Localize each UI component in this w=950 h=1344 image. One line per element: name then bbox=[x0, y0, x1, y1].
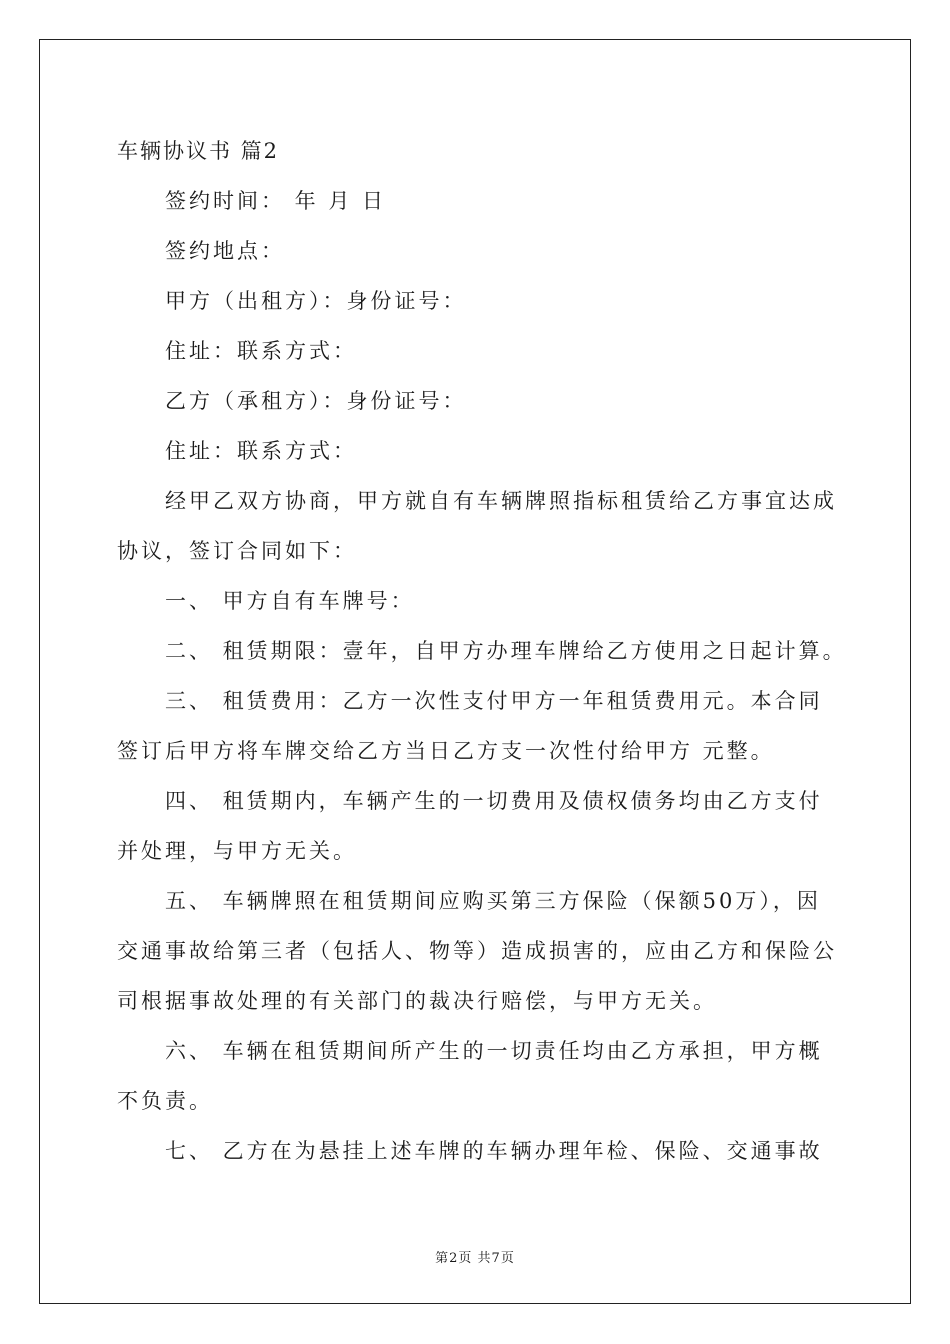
clause-5-continuation: 交通事故给第三者（包括人、物等）造成损害的，应由乙方和保险公 bbox=[117, 939, 837, 963]
party-b-address-line: 住址：联系方式： bbox=[165, 439, 357, 463]
clause-5-line: 五、 车辆牌照在租赁期间应购买第三方保险（保额50万），因 bbox=[165, 889, 821, 913]
clause-6-line: 六、 车辆在租赁期间所产生的一切责任均由乙方承担，甲方概 bbox=[165, 1039, 823, 1063]
paragraph-line: 经甲乙双方协商，甲方就自有车辆牌照指标租赁给乙方事宜达成 bbox=[165, 489, 837, 513]
signing-place-line: 签约地点： bbox=[165, 239, 285, 263]
clause-2-line: 二、 租赁期限：壹年，自甲方办理车牌给乙方使用之日起计算。 bbox=[165, 639, 847, 663]
page-number: 第2页 共7页 bbox=[435, 1251, 515, 1266]
paragraph-line: 协议，签订合同如下： bbox=[117, 539, 357, 563]
clause-1-line: 一、 甲方自有车牌号： bbox=[165, 589, 415, 613]
clause-3-continuation: 签订后甲方将车牌交给乙方当日乙方支一次性付给甲方 元整。 bbox=[117, 739, 775, 763]
clause-4-line: 四、 租赁期内，车辆产生的一切费用及债权债务均由乙方支付 bbox=[165, 789, 823, 813]
party-b-line: 乙方（承租方）：身份证号： bbox=[165, 389, 467, 413]
clause-7-line: 七、 乙方在为悬挂上述车牌的车辆办理年检、保险、交通事故 bbox=[165, 1139, 823, 1163]
document-title: 车辆协议书 篇2 bbox=[117, 139, 280, 163]
clause-5-continuation: 司根据事故处理的有关部门的裁决行赔偿，与甲方无关。 bbox=[117, 989, 717, 1013]
document-body bbox=[117, 126, 847, 1176]
clause-6-continuation: 不负责。 bbox=[117, 1089, 213, 1113]
clause-4-continuation: 并处理，与甲方无关。 bbox=[117, 839, 357, 863]
clause-3-line: 三、 租赁费用：乙方一次性支付甲方一年租赁费用元。本合同 bbox=[165, 689, 823, 713]
party-a-address-line: 住址：联系方式： bbox=[165, 339, 357, 363]
party-a-line: 甲方（出租方）：身份证号： bbox=[165, 289, 467, 313]
signing-time-line: 签约时间： 年 月 日 bbox=[165, 189, 387, 213]
